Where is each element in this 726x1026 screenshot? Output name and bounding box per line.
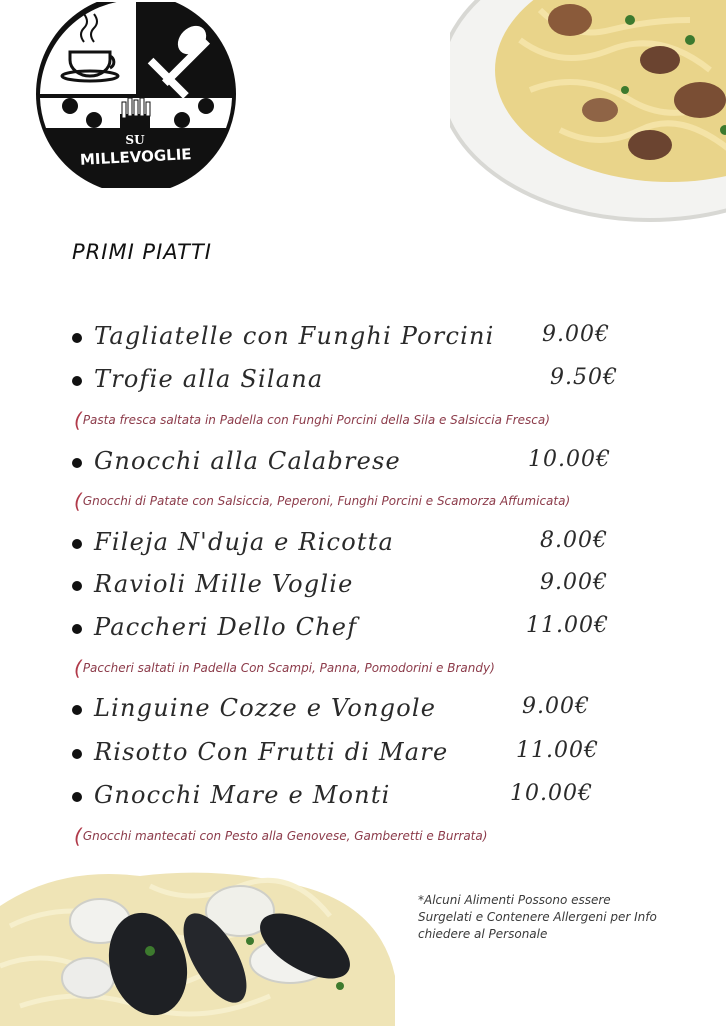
menu-item — [72, 322, 632, 352]
menu-item-name: Ravioli Mille Voglie — [94, 570, 354, 598]
logo-brand-name: MILLEVOGLIE — [79, 145, 192, 169]
allergen-note: *Alcuni Alimenti Possono essere Surgelati e Contenere Allergeni per Info chiedere al Personale — [418, 893, 657, 941]
menu-item-name: Gnocchi Mare e Monti — [94, 781, 391, 809]
menu-item — [72, 365, 632, 395]
menu-item-price: 9.00€ — [522, 694, 590, 719]
open-paren: ( — [74, 489, 82, 513]
open-paren: ( — [74, 824, 82, 848]
bullet-icon — [72, 581, 82, 591]
logo-monogram: SU — [125, 133, 145, 147]
bullet-icon — [72, 333, 82, 343]
menu-item-price: 9.00€ — [542, 322, 610, 347]
section-title: PRIMI PIATTI — [72, 240, 212, 264]
bullet-icon — [72, 539, 82, 549]
menu-item-name: Trofie alla Silana — [94, 365, 324, 393]
menu-item — [72, 528, 632, 558]
menu-item-name: Risotto Con Frutti di Mare — [94, 738, 449, 766]
menu-item-price: 11.00€ — [526, 613, 609, 638]
menu-item-description: (Paccheri saltati in Padella Con Scampi, Panna, Pomodorini e Brandy) — [74, 656, 495, 680]
menu-item-description: (Pasta fresca saltata in Padella con Funghi Porcini della Sila e Salsiccia Fresca) — [74, 408, 550, 432]
bullet-icon — [72, 376, 82, 386]
menu-item — [72, 447, 632, 477]
mussels-pasta-photo — [0, 866, 395, 1026]
menu-item-name: Gnocchi alla Calabrese — [94, 447, 401, 475]
menu-item — [72, 738, 632, 768]
open-paren: ( — [74, 656, 82, 680]
menu-item-name: Linguine Cozze e Vongole — [94, 694, 437, 722]
bullet-icon — [72, 624, 82, 634]
menu-item — [72, 694, 632, 724]
open-paren: ( — [74, 408, 82, 432]
menu-item-price: 11.00€ — [516, 738, 599, 763]
bullet-icon — [72, 749, 82, 759]
menu-item — [72, 570, 632, 600]
bullet-icon — [72, 705, 82, 715]
menu-item-price: 9.50€ — [550, 365, 618, 390]
menu-item-name: Paccheri Dello Chef — [94, 613, 358, 641]
menu-item-price: 8.00€ — [540, 528, 608, 553]
menu-item-description: (Gnocchi mantecati con Pesto alla Genovese, Gamberetti e Burrata) — [74, 824, 488, 848]
restaurant-logo — [32, 2, 240, 188]
bullet-icon — [72, 792, 82, 802]
menu-item-name: Fileja N'duja e Ricotta — [94, 528, 395, 556]
menu-item-price: 10.00€ — [510, 781, 593, 806]
menu-item-name: Tagliatelle con Funghi Porcini — [94, 322, 495, 350]
menu-item — [72, 613, 632, 643]
menu-item-description: (Gnocchi di Patate con Salsiccia, Peperoni, Funghi Porcini e Scamorza Affumicata) — [74, 489, 571, 513]
menu-item-price: 9.00€ — [540, 570, 608, 595]
tagliatelle-photo — [450, 0, 726, 230]
menu-item-price: 10.00€ — [528, 447, 611, 472]
menu-item — [72, 781, 632, 811]
bullet-icon — [72, 458, 82, 468]
